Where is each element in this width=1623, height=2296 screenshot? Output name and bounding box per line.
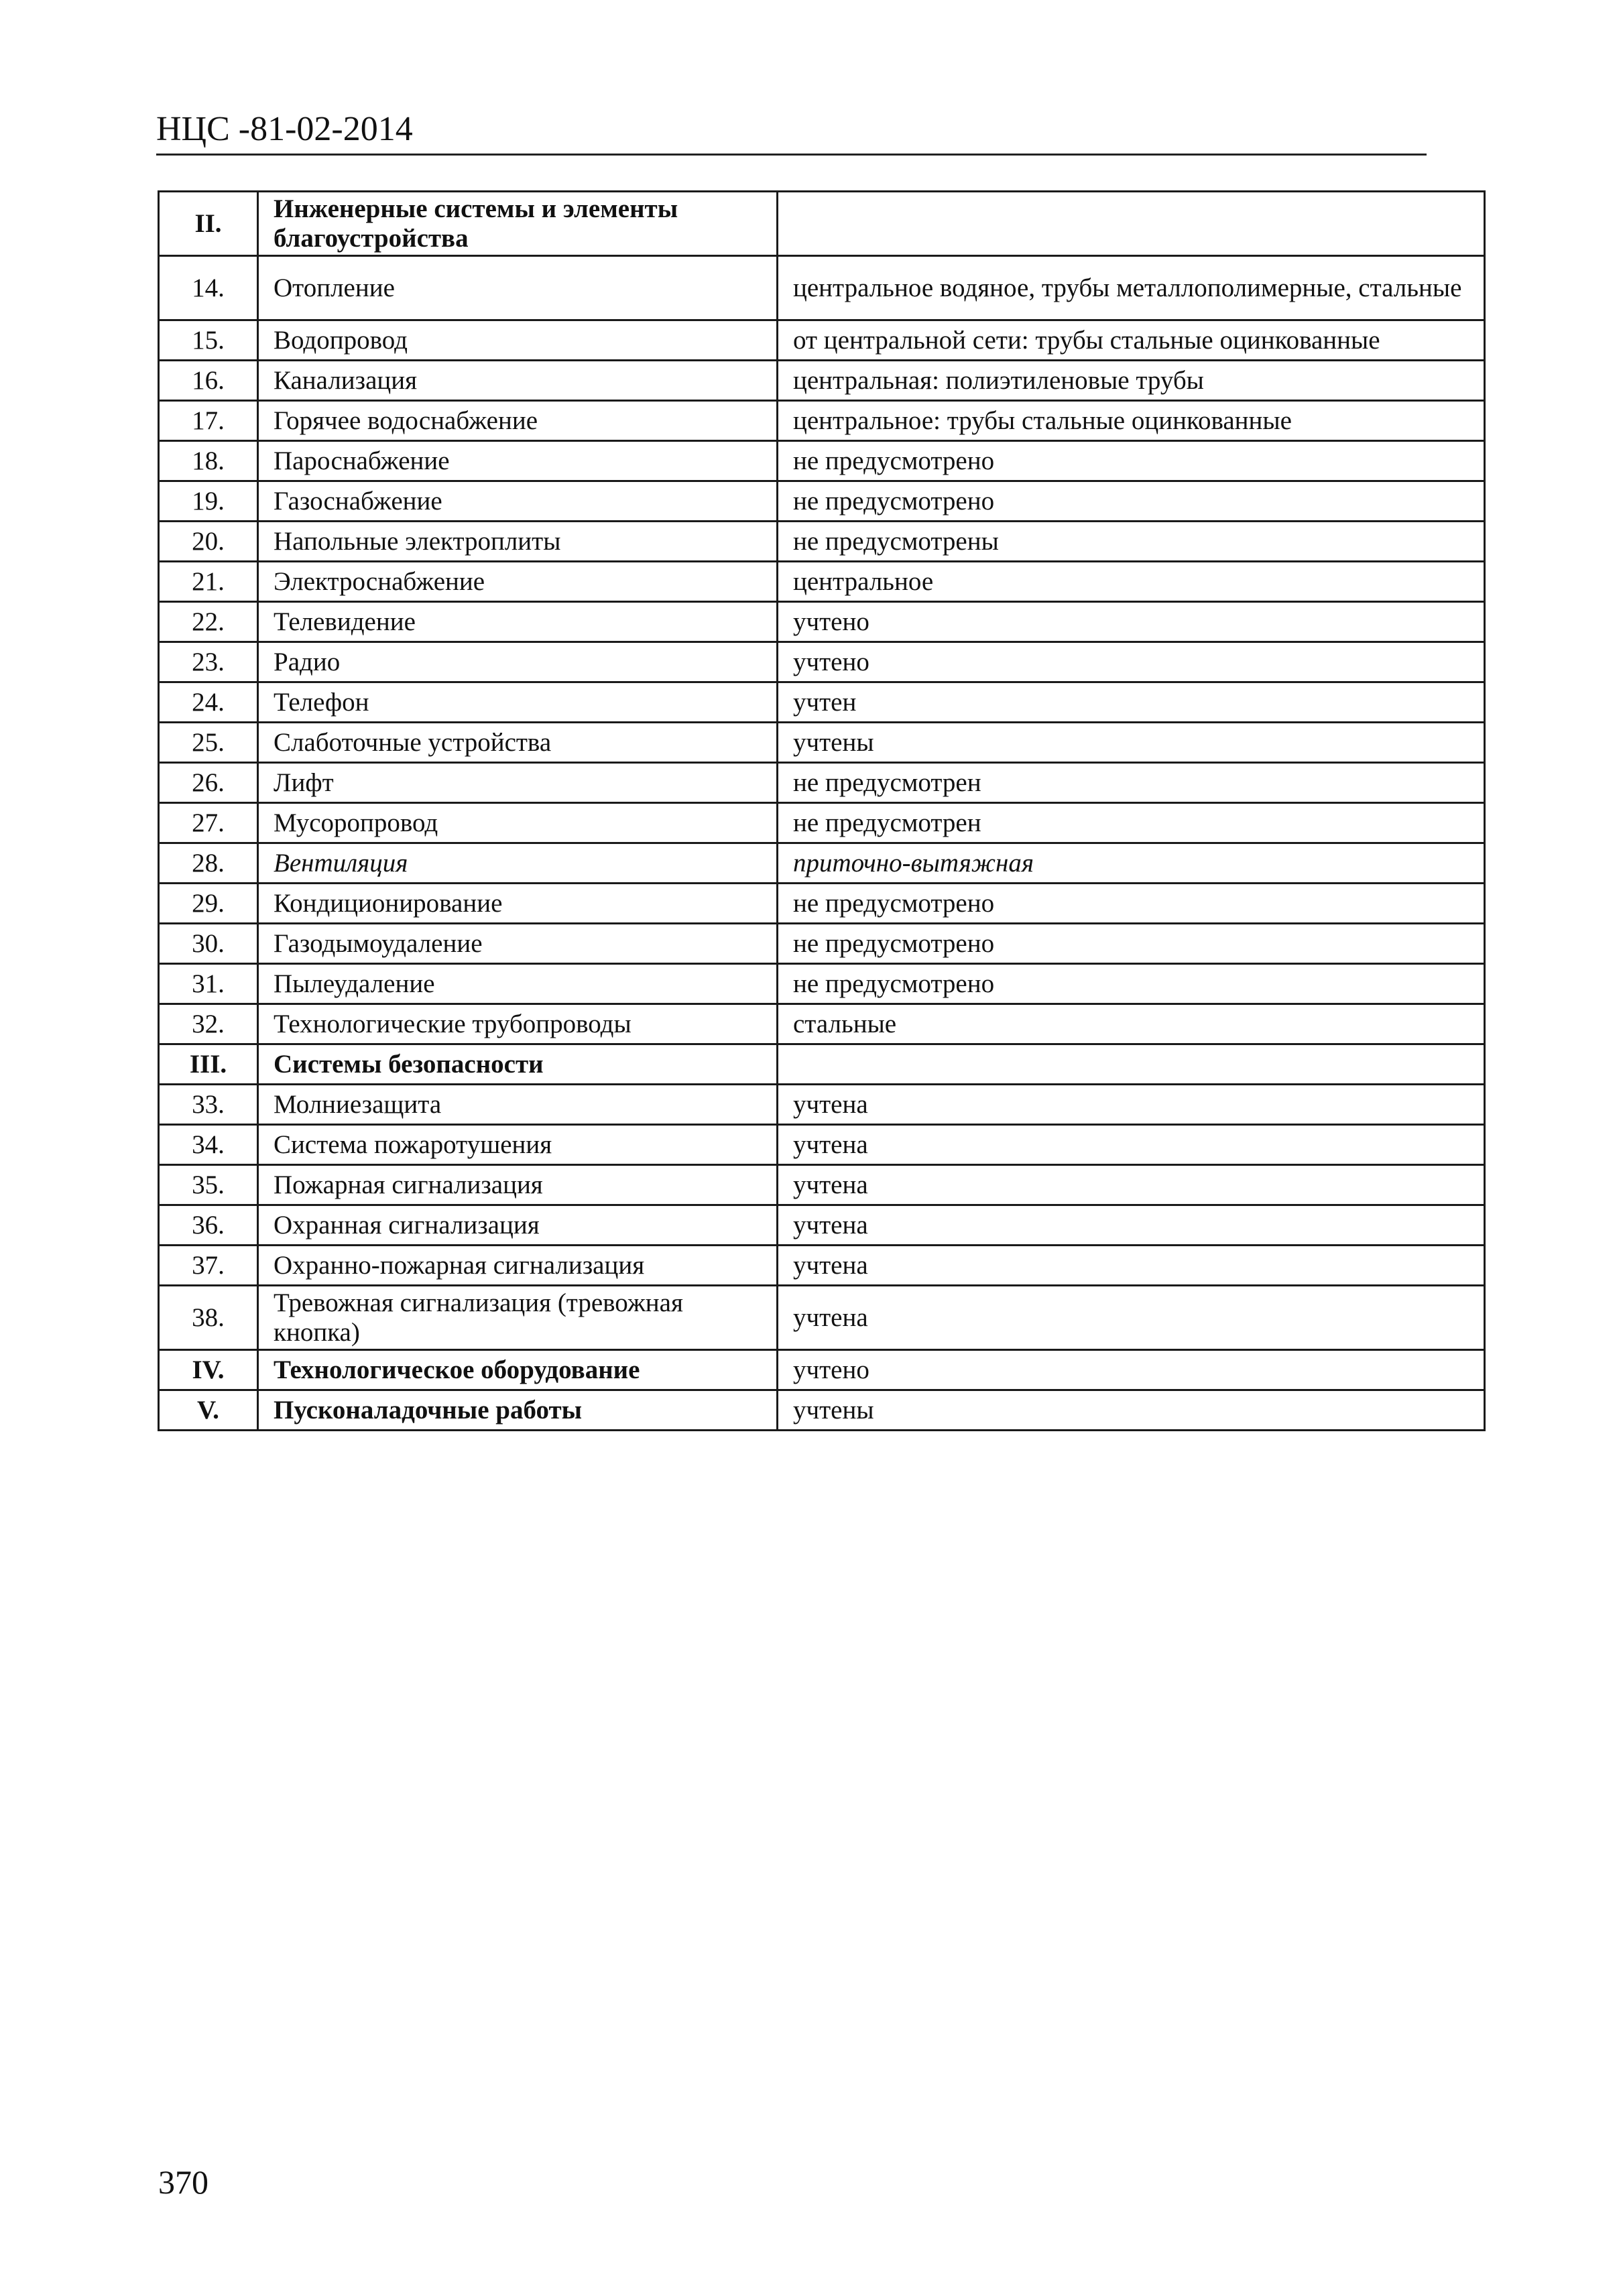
row-value: учтено bbox=[778, 642, 1485, 682]
row-value: не предусмотрен bbox=[778, 803, 1485, 843]
row-value: не предусмотрено bbox=[778, 964, 1485, 1004]
row-number: 33. bbox=[159, 1085, 258, 1125]
row-value: учтено bbox=[778, 602, 1485, 642]
row-value: приточно-вытяжная bbox=[778, 843, 1485, 884]
document-code: НЦС -81-02-2014 bbox=[156, 110, 413, 148]
row-value: учтены bbox=[778, 723, 1485, 763]
row-number: 34. bbox=[159, 1125, 258, 1165]
table-row bbox=[159, 256, 1485, 320]
row-number: 32. bbox=[159, 1004, 258, 1044]
row-number: 18. bbox=[159, 441, 258, 481]
row-name: Инженерные системы и элементы благоустройства bbox=[258, 192, 778, 256]
table-section-row bbox=[159, 1350, 1485, 1390]
table-row bbox=[159, 924, 1485, 964]
row-name: Отопление bbox=[258, 256, 778, 320]
row-number: 15. bbox=[159, 320, 258, 361]
row-value: не предусмотрены bbox=[778, 522, 1485, 562]
row-value: учтена bbox=[778, 1125, 1485, 1165]
row-number: 20. bbox=[159, 522, 258, 562]
table-row bbox=[159, 964, 1485, 1004]
row-number: 19. bbox=[159, 481, 258, 522]
table-row bbox=[159, 803, 1485, 843]
row-name: Технологические трубопроводы bbox=[258, 1004, 778, 1044]
row-number: III. bbox=[159, 1044, 258, 1085]
table-row bbox=[159, 884, 1485, 924]
row-value: центральное водяное, трубы металлополимерные, стальные bbox=[778, 256, 1485, 320]
row-value: стальные bbox=[778, 1004, 1485, 1044]
row-value: учтена bbox=[778, 1165, 1485, 1205]
row-name: Газоснабжение bbox=[258, 481, 778, 522]
row-number: 27. bbox=[159, 803, 258, 843]
row-number: 17. bbox=[159, 401, 258, 441]
row-name: Канализация bbox=[258, 361, 778, 401]
table-row bbox=[159, 602, 1485, 642]
table-row bbox=[159, 481, 1485, 522]
row-value: учтен bbox=[778, 682, 1485, 723]
page-number: 370 bbox=[158, 2163, 208, 2201]
table-section-row bbox=[159, 1044, 1485, 1085]
table-row bbox=[159, 1125, 1485, 1165]
row-name: Система пожаротушения bbox=[258, 1125, 778, 1165]
row-name: Системы безопасности bbox=[258, 1044, 778, 1085]
row-number: 25. bbox=[159, 723, 258, 763]
row-value: учтена bbox=[778, 1246, 1485, 1286]
row-number: 26. bbox=[159, 763, 258, 803]
table-row bbox=[159, 1205, 1485, 1246]
row-name: Лифт bbox=[258, 763, 778, 803]
row-name: Водопровод bbox=[258, 320, 778, 361]
row-number: 35. bbox=[159, 1165, 258, 1205]
norms-table bbox=[158, 190, 1486, 1431]
table-row bbox=[159, 1286, 1485, 1350]
table-row bbox=[159, 1085, 1485, 1125]
row-value: учтена bbox=[778, 1286, 1485, 1350]
norms-table-body bbox=[159, 192, 1485, 1431]
row-number: 30. bbox=[159, 924, 258, 964]
table-row bbox=[159, 723, 1485, 763]
row-name: Охранная сигнализация bbox=[258, 1205, 778, 1246]
row-name: Тревожная сигнализация (тревожная кнопка) bbox=[258, 1286, 778, 1350]
table-row bbox=[159, 1165, 1485, 1205]
row-value: учтена bbox=[778, 1085, 1485, 1125]
table-row bbox=[159, 562, 1485, 602]
row-number: 14. bbox=[159, 256, 258, 320]
table-row bbox=[159, 682, 1485, 723]
table-row bbox=[159, 441, 1485, 481]
row-value: учтена bbox=[778, 1205, 1485, 1246]
row-name: Телевидение bbox=[258, 602, 778, 642]
row-number: IV. bbox=[159, 1350, 258, 1390]
row-number: 37. bbox=[159, 1246, 258, 1286]
row-number: 24. bbox=[159, 682, 258, 723]
row-number: 21. bbox=[159, 562, 258, 602]
page-header bbox=[156, 109, 1427, 156]
row-value: центральная: полиэтиленовые трубы bbox=[778, 361, 1485, 401]
row-name: Горячее водоснабжение bbox=[258, 401, 778, 441]
row-value: не предусмотрено bbox=[778, 924, 1485, 964]
row-name: Радио bbox=[258, 642, 778, 682]
row-name: Телефон bbox=[258, 682, 778, 723]
row-value: учтено bbox=[778, 1350, 1485, 1390]
table-row bbox=[159, 763, 1485, 803]
table-section-row bbox=[159, 192, 1485, 256]
row-number: 29. bbox=[159, 884, 258, 924]
row-number: 36. bbox=[159, 1205, 258, 1246]
row-name: Кондиционирование bbox=[258, 884, 778, 924]
row-name: Газодымоудаление bbox=[258, 924, 778, 964]
row-name: Вентиляция bbox=[258, 843, 778, 884]
table-row bbox=[159, 843, 1485, 884]
table-row bbox=[159, 522, 1485, 562]
row-value: не предусмотрен bbox=[778, 763, 1485, 803]
row-name: Охранно-пожарная сигнализация bbox=[258, 1246, 778, 1286]
row-value: центральное: трубы стальные оцинкованные bbox=[778, 401, 1485, 441]
table-row bbox=[159, 361, 1485, 401]
row-number: II. bbox=[159, 192, 258, 256]
row-number: 22. bbox=[159, 602, 258, 642]
row-name: Молниезащита bbox=[258, 1085, 778, 1125]
row-value: не предусмотрено bbox=[778, 441, 1485, 481]
row-value: учтены bbox=[778, 1390, 1485, 1431]
row-name: Напольные электроплиты bbox=[258, 522, 778, 562]
row-name: Технологическое оборудование bbox=[258, 1350, 778, 1390]
row-name: Пусконаладочные работы bbox=[258, 1390, 778, 1431]
row-number: 38. bbox=[159, 1286, 258, 1350]
table-section-row bbox=[159, 1390, 1485, 1431]
row-name: Слаботочные устройства bbox=[258, 723, 778, 763]
row-value: не предусмотрено bbox=[778, 481, 1485, 522]
table-row bbox=[159, 1246, 1485, 1286]
row-number: V. bbox=[159, 1390, 258, 1431]
table-row bbox=[159, 320, 1485, 361]
row-name: Пароснабжение bbox=[258, 441, 778, 481]
row-number: 23. bbox=[159, 642, 258, 682]
row-value bbox=[778, 192, 1485, 256]
table-row bbox=[159, 401, 1485, 441]
table-row bbox=[159, 1004, 1485, 1044]
table-row bbox=[159, 642, 1485, 682]
row-name: Пылеудаление bbox=[258, 964, 778, 1004]
row-name: Мусоропровод bbox=[258, 803, 778, 843]
row-value: от центральной сети: трубы стальные оцинкованные bbox=[778, 320, 1485, 361]
row-name: Пожарная сигнализация bbox=[258, 1165, 778, 1205]
row-number: 28. bbox=[159, 843, 258, 884]
row-number: 31. bbox=[159, 964, 258, 1004]
row-value: центральное bbox=[778, 562, 1485, 602]
row-number: 16. bbox=[159, 361, 258, 401]
row-name: Электроснабжение bbox=[258, 562, 778, 602]
row-value: не предусмотрено bbox=[778, 884, 1485, 924]
row-value bbox=[778, 1044, 1485, 1085]
